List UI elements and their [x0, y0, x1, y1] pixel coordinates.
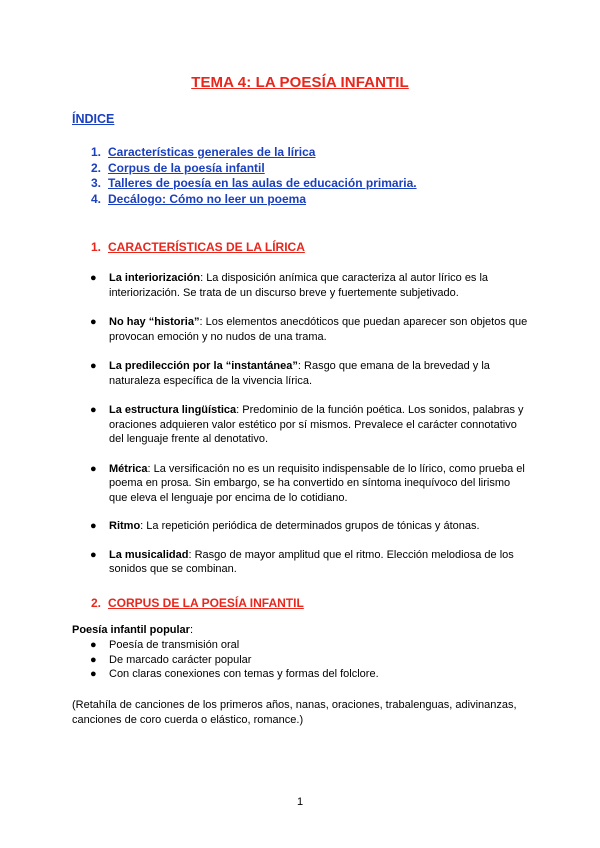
list-item	[90, 315, 530, 344]
list-item	[90, 519, 530, 534]
feature-text: : Los elementos anecdóticos que puedan aparecer son objetos que provocan emoción y no nudos de una trama.	[109, 316, 528, 343]
feature-term: Métrica	[109, 462, 148, 475]
feature-term: Ritmo	[109, 520, 141, 532]
examples-note: (Retahíla de canciones de los primeros años, nanas, oraciones, trabalenguas, adivinanzas, canciones de coro cuerda o elástico, romance.)	[72, 699, 517, 726]
feature-term: La predilección por la “instantánea”	[109, 360, 298, 372]
bullet-icon: ●	[90, 653, 97, 666]
list-item	[90, 462, 530, 506]
list-item	[90, 271, 530, 300]
bullet-icon: ●	[90, 462, 97, 475]
bullet-icon: ●	[90, 316, 97, 328]
list-item	[90, 638, 379, 653]
list-item	[90, 359, 530, 388]
index-item-number: 4.	[91, 191, 102, 206]
bullet-icon: ●	[90, 639, 97, 651]
feature-text: : La repetición periódica de determinados grupos de tónicas y átonas.	[140, 520, 480, 532]
index-item[interactable]	[91, 161, 417, 177]
index-link-talleres[interactable]: Talleres de poesía en las aulas de educación primaria.	[108, 176, 417, 190]
feature-text: : Rasgo que emana de la brevedad y la naturaleza específica de la vivencia lírica.	[109, 360, 490, 387]
index-link-corpus[interactable]: Corpus de la poesía infantil	[108, 160, 265, 175]
index-link-decalogo[interactable]: Decálogo: Cómo no leer un poema	[108, 191, 307, 206]
bullet-icon: ●	[90, 520, 97, 532]
index-item[interactable]	[91, 176, 417, 192]
section-title: CARACTERÍSTICAS DE LA LÍRICA	[108, 240, 305, 254]
section-2-heading	[91, 596, 304, 610]
index-item-number: 1.	[91, 145, 102, 159]
popular-poetry-label: Poesía infantil popular	[72, 624, 190, 636]
document-title: TEMA 4: LA POESÍA INFANTIL	[191, 74, 409, 91]
index-item[interactable]	[91, 192, 417, 208]
section-title: CORPUS DE LA POESÍA INFANTIL	[108, 596, 304, 610]
index-item[interactable]	[91, 145, 417, 161]
bullet-icon: ●	[90, 360, 97, 372]
popular-item-text: Con claras conexiones con temas y formas del folclore.	[109, 668, 379, 680]
feature-text: : Predominio de la función poética. Los sonidos, palabras y oraciones adquieren valor estético por sí mismos. Prevalece el carácter connotativo del lenguaje frente al denotativo.	[109, 404, 524, 445]
feature-text: : La versificación no es un requisito indispensable de lo lírico, como prueba el poema en prosa. Sin embargo, se ha convertido en síntoma inequívoco del lirismo que eleva el lenguaje por encima de lo cotidiano.	[109, 462, 525, 504]
bullet-icon: ●	[90, 272, 97, 284]
feature-term: La interiorización	[109, 272, 201, 284]
index-heading: ÍNDICE	[72, 112, 115, 126]
popular-poetry-colon: :	[189, 624, 194, 636]
feature-text: : Rasgo de mayor amplitud que el ritmo. Elección melodiosa de los sonidos que se combinan.	[109, 548, 514, 575]
index-item-number: 2.	[91, 160, 102, 175]
popular-item-text: Poesía de transmisión oral	[109, 639, 240, 651]
bullet-icon: ●	[90, 548, 97, 561]
index-link-caracteristicas[interactable]: Características generales de la lírica	[108, 145, 316, 159]
popular-poetry-heading	[72, 624, 193, 636]
list-item	[90, 653, 379, 668]
feature-term: No hay “historia”	[109, 316, 200, 328]
section-1-heading	[91, 240, 305, 254]
section-number: 1.	[91, 240, 102, 254]
index-list	[91, 145, 417, 207]
bullet-icon: ●	[90, 404, 97, 416]
popular-item-text: De marcado carácter popular	[109, 653, 252, 666]
popular-poetry-list	[90, 638, 379, 682]
list-item	[90, 403, 530, 447]
index-item-number: 3.	[91, 176, 102, 190]
feature-term: La musicalidad	[109, 548, 189, 561]
list-item	[90, 667, 379, 682]
list-item	[90, 548, 530, 577]
page-number: 1	[296, 796, 304, 808]
feature-text: : La disposición anímica que caracteriza al autor lírico es la interiorización. Se trata de un discurso breve y fuertemente subjetivado.	[109, 272, 489, 299]
bullet-icon: ●	[90, 668, 97, 680]
features-list	[90, 271, 530, 577]
feature-term: La estructura lingüística	[109, 404, 237, 416]
section-number: 2.	[91, 596, 102, 610]
